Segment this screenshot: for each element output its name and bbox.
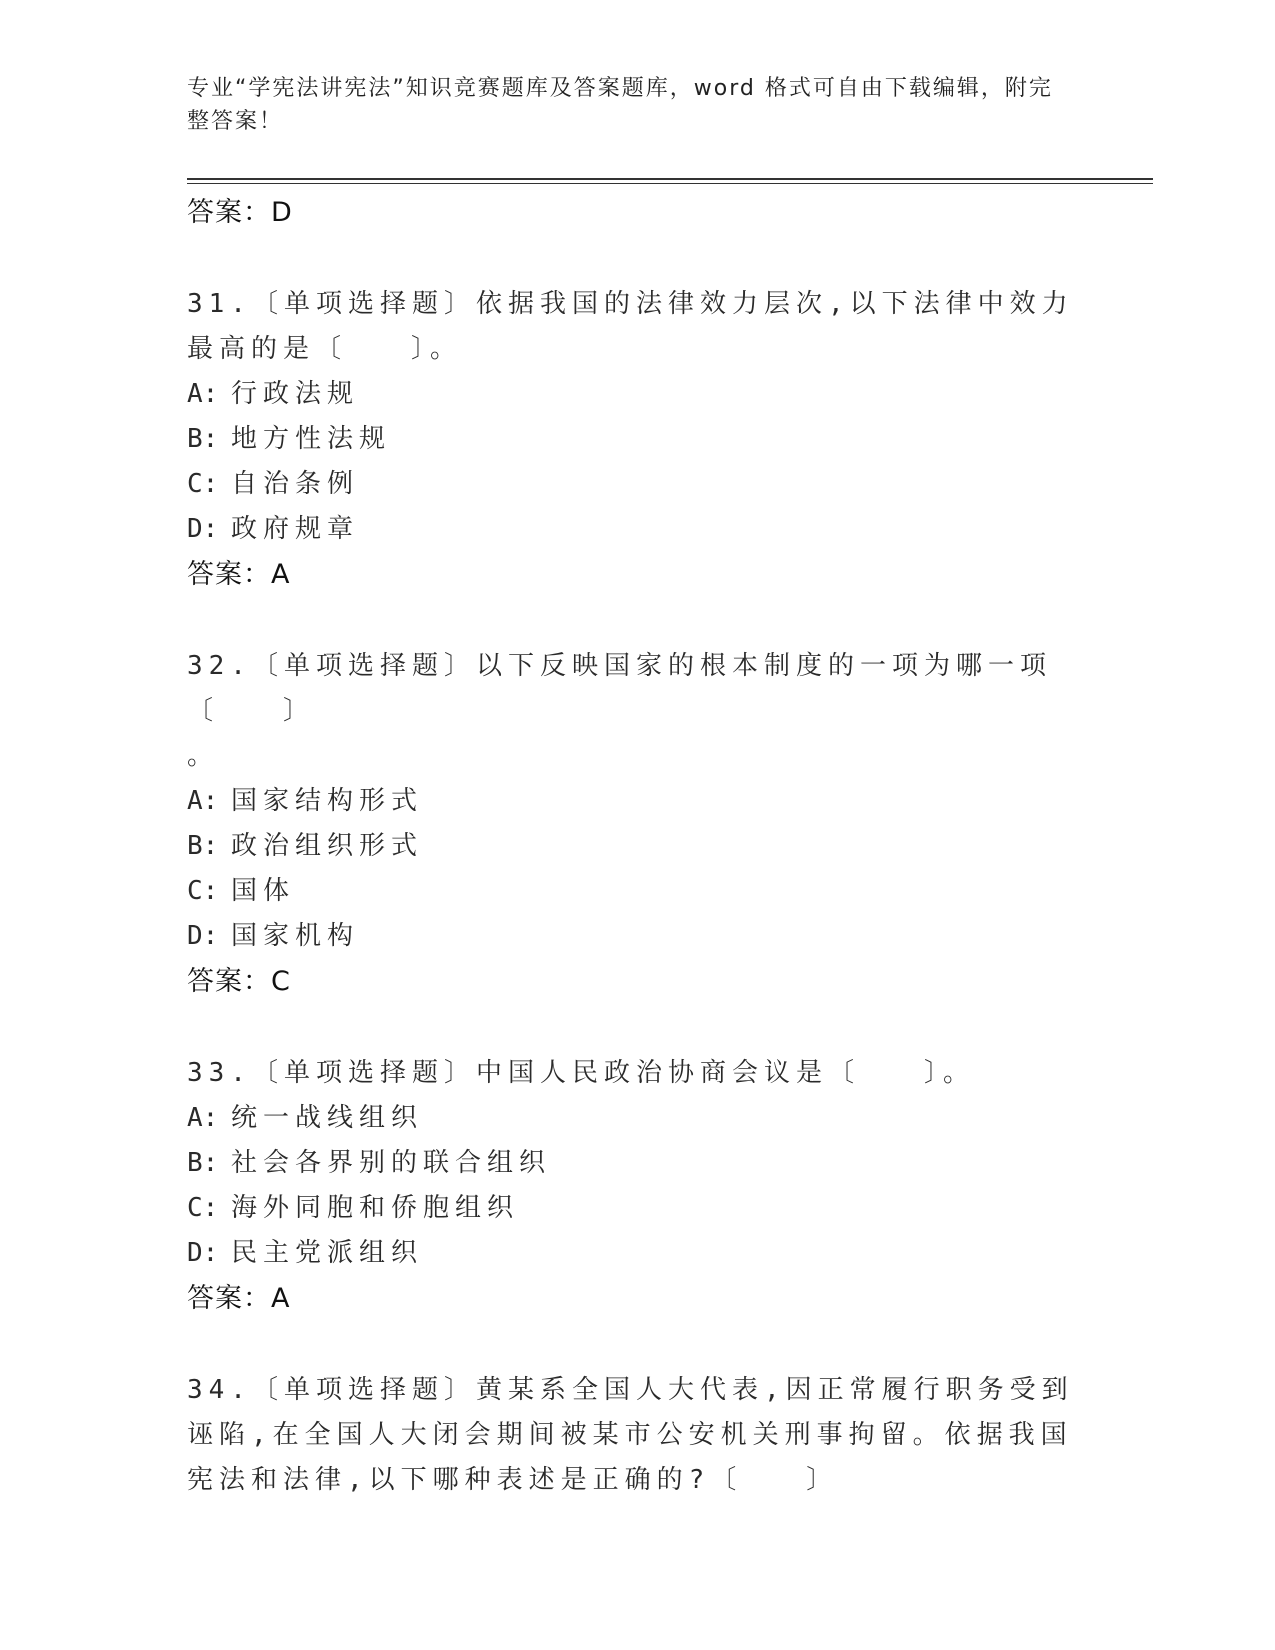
option-text: 政治组织形式 [231, 831, 424, 861]
option-b [187, 417, 1087, 462]
option-letter: B: [187, 424, 219, 454]
question-text: 32.〔单项选择题〕以下反映国家的根本制度的一项为哪一项〔 〕 。 [187, 651, 1052, 771]
answer-line: 答案：A [187, 559, 291, 590]
option-c [187, 462, 1087, 507]
question-text: 31.〔单项选择题〕依据我国的法律效力层次,以下法律中效力最高的是〔 〕。 [187, 289, 1074, 364]
option-b [187, 1141, 1087, 1186]
option-letter: B: [187, 1148, 219, 1178]
option-text: 海外同胞和侨胞组织 [231, 1193, 520, 1223]
option-letter: C: [187, 1193, 219, 1223]
document-header: 专业“学宪法讲宪法”知识竞赛题库及答案题库，word 格式可自由下载编辑，附完整答案！ [187, 76, 1053, 134]
option-letter: C: [187, 469, 219, 499]
option-d [187, 914, 1087, 959]
option-letter: A: [187, 1103, 219, 1133]
option-text: 国家机构 [231, 921, 360, 951]
option-text: 地方性法规 [231, 424, 392, 454]
question-text: 34.〔单项选择题〕黄某系全国人大代表,因正常履行职务受到诬陷,在全国人大闭会期间被某市公安机关刑事拘留。依据我国宪法和法律,以下哪种表述是正确的?〔 〕 [187, 1375, 1074, 1495]
option-text: 国家结构形式 [231, 786, 424, 816]
option-text: 自治条例 [231, 469, 360, 499]
option-letter: C: [187, 876, 219, 906]
option-text: 社会各界别的联合组织 [231, 1148, 552, 1178]
option-letter: D: [187, 514, 219, 544]
question-34 [187, 1368, 1087, 1503]
option-text: 国体 [231, 876, 296, 906]
option-d [187, 1231, 1087, 1276]
question-31 [187, 282, 1087, 597]
answer-line: 答案：D [187, 197, 293, 228]
option-c [187, 869, 1087, 914]
option-letter: D: [187, 921, 219, 951]
option-d [187, 507, 1087, 552]
question-list [187, 190, 1087, 1550]
option-letter: A: [187, 786, 219, 816]
option-text: 行政法规 [231, 379, 360, 409]
question-text: 33.〔单项选择题〕中国人民政治协商会议是〔 〕。 [187, 1058, 975, 1088]
option-text: 统一战线组织 [231, 1103, 424, 1133]
answer-line: 答案：C [187, 966, 291, 997]
option-a [187, 1096, 1087, 1141]
option-a [187, 779, 1087, 824]
option-c [187, 1186, 1087, 1231]
question-33 [187, 1051, 1087, 1321]
option-letter: B: [187, 831, 219, 861]
option-text: 民主党派组织 [231, 1238, 424, 1268]
answer-line: 答案：A [187, 1283, 291, 1314]
option-a [187, 372, 1087, 417]
option-b [187, 824, 1087, 869]
header-rule-thick [187, 178, 1153, 180]
question-32 [187, 644, 1087, 1004]
option-text: 政府规章 [231, 514, 360, 544]
option-letter: A: [187, 379, 219, 409]
header-rule-thin [187, 183, 1153, 184]
option-letter: D: [187, 1238, 219, 1268]
